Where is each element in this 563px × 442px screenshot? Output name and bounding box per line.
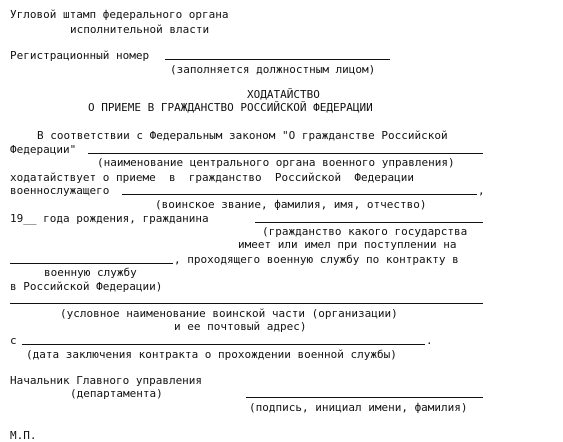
paragraph-1-line-2: Федерации" [10, 143, 77, 156]
military-unit-field[interactable] [10, 303, 483, 304]
soldier-name-hint: (воинское звание, фамилия, имя, отчество) [155, 198, 427, 211]
signature-hint: (подпись, инициал имени, фамилия) [249, 401, 468, 414]
paragraph-2-line-2: военнослужащего [10, 184, 110, 197]
citizenship-field[interactable] [255, 222, 483, 223]
stamp-place-label: М.П. [10, 429, 37, 442]
service-hint: военную службу [44, 266, 137, 279]
citizenship-hint-2: имеет или имел при поступлении на [238, 238, 457, 251]
citizenship-hint-1: (гражданство какого государства [262, 225, 468, 238]
contract-from-label: с [10, 334, 17, 347]
contract-date-hint: (дата заключения контракта о прохождении военной службы) [26, 348, 397, 361]
registration-number-field[interactable] [165, 59, 390, 60]
signature-field[interactable] [246, 397, 483, 398]
signature-title-line-1: Начальник Главного управления [10, 374, 203, 387]
stamp-line-1: Угловой штамп федерального органа [10, 8, 229, 21]
comma: , [478, 184, 485, 197]
military-organ-field[interactable] [88, 153, 483, 154]
document-subtitle: О ПРИЕМЕ В ГРАЖДАНСТВО РОССИЙСКОЙ ФЕДЕРАЦИИ [88, 101, 373, 114]
registration-label: Регистрационный номер [10, 49, 150, 62]
russian-federation-line: в Российской Федерации) [10, 280, 163, 293]
birth-year-line: 19__ года рождения, гражданина [10, 212, 209, 225]
citizenship-continuation-field[interactable] [10, 263, 173, 264]
military-unit-hint-1: (условное наименование воинской части (организации) [60, 307, 398, 320]
period: . [426, 334, 433, 347]
signature-title-line-2: (департамента) [70, 387, 163, 400]
document-title: ХОДАТАЙСТВО [247, 88, 320, 101]
paragraph-1-line-1: В соответствии с Федеральным законом "О гражданстве Российской [37, 129, 448, 142]
soldier-name-field[interactable] [122, 194, 477, 195]
contract-date-field[interactable] [22, 344, 425, 345]
contract-service-line: , проходящего военную службу по контракту в [174, 253, 459, 266]
registration-hint: (заполняется должностным лицом) [170, 63, 376, 76]
stamp-line-2: исполнительной власти [70, 23, 210, 36]
paragraph-2-line-1: ходатайствует о приеме в гражданство Российской Федерации [10, 171, 414, 184]
military-unit-hint-2: и ее почтовый адрес) [174, 320, 307, 333]
military-organ-hint: (наименование центрального органа военного управления) [97, 156, 455, 169]
